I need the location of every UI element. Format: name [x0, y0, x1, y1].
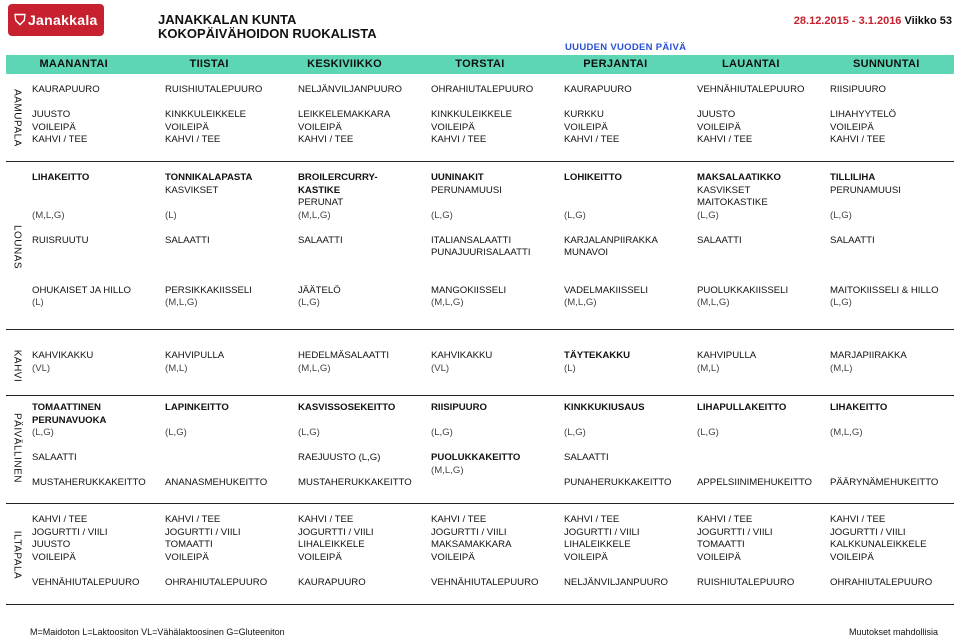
spacer — [830, 465, 954, 478]
spacer — [431, 222, 560, 235]
menu-line: KINKKULEIKKELE — [165, 109, 247, 120]
diet-code: (M,L,G) — [431, 297, 464, 308]
spacer — [298, 222, 427, 235]
dish-title: MAKSALAATIKKO — [697, 172, 782, 183]
menu-line: VEHNÄHIUTALEPUURO — [32, 576, 140, 588]
spacer — [165, 272, 294, 285]
spacer — [165, 452, 294, 465]
menu-line: JOGURTTI / VIILI — [431, 526, 507, 538]
menu-line: VOILEIPÄ — [32, 121, 76, 133]
day-column — [294, 84, 427, 152]
dessert: APPELSIINIMEHUKEITTO — [697, 477, 812, 488]
menu-line: KALKKUNALEIKKELE — [830, 539, 927, 550]
divider — [6, 604, 954, 605]
section-label — [6, 514, 28, 596]
day-column — [28, 172, 161, 322]
spacer — [564, 465, 693, 478]
day-column — [294, 172, 427, 322]
spacer — [298, 247, 427, 260]
menu-line: VOILEIPÄ — [165, 121, 209, 133]
menu-line: KAHVI / TEE — [431, 514, 487, 525]
menu-line: VOILEIPÄ — [564, 551, 608, 563]
spacer — [431, 440, 560, 453]
spacer — [165, 465, 294, 478]
day-column — [693, 402, 826, 494]
spacer — [431, 260, 560, 273]
menu-line: TOMAATTI — [165, 539, 213, 550]
diet-code: (L,G) — [32, 427, 54, 438]
dish-side: KASVIKSET — [165, 184, 219, 196]
day-column — [826, 402, 954, 494]
menu-line: VOILEIPÄ — [165, 551, 209, 563]
day-6: SUNNUNTAI — [852, 58, 920, 70]
menu-line: OHRAHIUTALEPUURO — [830, 576, 933, 588]
spacer — [32, 97, 161, 110]
day-column — [693, 172, 826, 322]
menu-line: LEIKKELEMAKKARA — [298, 109, 391, 120]
dish-title: BROILERCURRY- — [298, 172, 378, 183]
diet-code: (L,G) — [431, 427, 453, 438]
dish-side: PERUNAT — [298, 197, 344, 208]
spacer — [298, 564, 427, 577]
dish-title: LAPINKEITTO — [165, 402, 229, 413]
side-dish: SALAATTI — [830, 234, 875, 246]
day-column — [826, 350, 954, 393]
dessert: PUOLUKKAKIISSELI — [697, 284, 789, 296]
spacer — [697, 452, 826, 465]
spacer — [32, 222, 161, 235]
menu-line: VOILEIPÄ — [564, 121, 608, 133]
menu-line: RUISHIUTALEPUURO — [165, 84, 263, 95]
menu-line: KAHVI / TEE — [32, 134, 88, 145]
section-label — [6, 84, 28, 152]
menu-line: RIISIPUURO — [830, 84, 886, 95]
spacer — [697, 272, 826, 285]
spacer — [830, 452, 954, 465]
spacer — [564, 197, 693, 210]
holiday-note: UUUDEN VUODEN PÄIVÄ — [565, 42, 687, 53]
menu-line: LIHAHYYTELÖ — [830, 109, 897, 120]
day-column — [693, 514, 826, 596]
menu-line: KAHVI / TEE — [830, 134, 886, 145]
day-column — [427, 350, 560, 393]
dish-title: LOHIKEITTO — [564, 172, 622, 183]
menu-line: OHRAHIUTALEPUURO — [431, 84, 534, 95]
menu-line: TOMAATTI — [697, 539, 745, 550]
day-column — [427, 402, 560, 494]
dish-title: UUNINAKIT — [431, 172, 484, 183]
spacer — [431, 415, 560, 428]
spacer — [32, 247, 161, 260]
spacer — [165, 564, 294, 577]
spacer — [830, 222, 954, 235]
spacer — [697, 97, 826, 110]
dish-side: MAITOKASTIKE — [697, 197, 768, 208]
menu-line: KAURAPUURO — [564, 84, 632, 95]
spacer — [298, 260, 427, 273]
menu-line: JOGURTTI / VIILI — [32, 526, 108, 538]
dessert: MANGOKIISSELI — [431, 284, 507, 296]
menu-line: JOGURTTI / VIILI — [830, 526, 906, 538]
day-column — [560, 84, 693, 152]
section-aamupala — [6, 84, 954, 152]
day-column — [560, 402, 693, 494]
spacer — [298, 465, 427, 478]
dish-side: PERUNAMUUSI — [431, 184, 502, 196]
diet-code: (M,L,G) — [32, 209, 65, 221]
menu-line: KURKKU — [564, 109, 604, 120]
menu-line: VOILEIPÄ — [431, 551, 475, 563]
section-kahvi — [6, 338, 954, 393]
day-column — [693, 84, 826, 152]
day-column — [161, 172, 294, 322]
spacer — [830, 564, 954, 577]
day-column — [161, 514, 294, 596]
day-column — [28, 350, 161, 393]
section-label-text: ILTAPALA — [11, 530, 23, 580]
day-0: MAANANTAI — [39, 58, 108, 70]
divider — [6, 329, 954, 330]
date-range-text: 28.12.2015 - 3.1.2016 — [793, 15, 902, 27]
spacer — [298, 440, 427, 453]
menu-line: MAKSAMAKKARA — [431, 539, 512, 550]
dish-title: PERUNAVUOKA — [32, 414, 107, 426]
coffee-item: KAHVIKAKKU — [32, 350, 94, 361]
section-label — [6, 402, 28, 494]
logo-text: Janakkala — [27, 12, 98, 28]
spacer — [697, 564, 826, 577]
day-column — [28, 402, 161, 494]
diet-legend: M=Maidoton L=Laktoositon VL=Vähälaktoosinen G=Gluteeniton — [30, 627, 285, 637]
spacer — [697, 222, 826, 235]
menu-line: KAHVI / TEE — [165, 514, 221, 525]
menu-line: JOGURTTI / VIILI — [564, 526, 640, 538]
side-dish: KARJALANPIIRAKKA — [564, 234, 658, 246]
menu-line: KAHVI / TEE — [32, 514, 88, 525]
section-label-text: PÄIVÄLLINEN — [11, 413, 23, 483]
day-4: PERJANTAI — [583, 58, 648, 70]
dessert: VADELMAKIISSELI — [564, 284, 649, 296]
dessert: OHUKAISET JA HILLO — [32, 284, 131, 296]
section-label-text: KAHVI — [11, 349, 23, 382]
day-3: TORSTAI — [455, 58, 505, 70]
dish-side: PERUNAMUUSI — [830, 184, 901, 196]
day-column — [693, 350, 826, 393]
day-column — [560, 350, 693, 393]
dessert: MUSTAHERUKKAKEITTO — [32, 477, 146, 488]
spacer — [564, 260, 693, 273]
dish-title: TOMAATTINEN — [32, 402, 101, 413]
menu-line: VOILEIPÄ — [697, 121, 741, 133]
diet-code: (M,L,G) — [830, 427, 863, 438]
menu-line: LIHALEIKKELE — [564, 539, 631, 550]
menu-line: KAHVI / TEE — [697, 134, 753, 145]
spacer — [564, 272, 693, 285]
diet-code: (L,G) — [564, 427, 586, 438]
menu-line: KAHVI / TEE — [564, 134, 620, 145]
menu-line: LIHALEIKKELE — [298, 539, 365, 550]
day-column — [826, 172, 954, 322]
day-column — [560, 172, 693, 322]
spacer — [32, 465, 161, 478]
spacer — [830, 197, 954, 210]
section-iltapala — [6, 514, 954, 596]
spacer — [165, 97, 294, 110]
side-dish: ITALIANSALAATTI — [431, 234, 512, 246]
spacer — [697, 260, 826, 273]
side-dish: MUNAVOI — [564, 247, 609, 258]
day-column — [560, 514, 693, 596]
coffee-item: HEDELMÄSALAATTI — [298, 350, 389, 361]
diet-code: (VL) — [32, 362, 51, 374]
menu-line: VOILEIPÄ — [830, 121, 874, 133]
janakkala-logo — [8, 4, 104, 36]
diet-code: (L,G) — [564, 209, 586, 221]
menu-line: VEHNÄHIUTALEPUURO — [697, 84, 805, 95]
spacer — [165, 247, 294, 260]
side-dish: RUISRUUTU — [32, 234, 89, 246]
menu-line: KAURAPUURO — [32, 84, 100, 95]
menu-line: JUUSTO — [32, 539, 71, 550]
date-range — [794, 15, 952, 27]
menu-line: VEHNÄHIUTALEPUURO — [431, 576, 539, 588]
changes-note: Muutokset mahdollisia — [848, 627, 938, 637]
diet-code: (L,G) — [298, 427, 320, 438]
spacer — [32, 260, 161, 273]
dish-title: LIHAKEITTO — [32, 172, 90, 183]
menu-line: NELJÄNVILJANPUURO — [298, 84, 402, 95]
dessert: MUSTAHERUKKAKEITTO — [298, 477, 412, 488]
diet-code: (L,G) — [298, 297, 320, 308]
section-label-text: LOUNAS — [11, 224, 23, 270]
diet-code: (M,L) — [697, 362, 720, 374]
diet-code: (L) — [165, 209, 177, 221]
day-column — [427, 514, 560, 596]
diet-code: (L,G) — [165, 427, 187, 438]
spacer — [564, 564, 693, 577]
dish-title: TONNIKALAPASTA — [165, 172, 253, 183]
spacer — [697, 415, 826, 428]
spacer — [165, 197, 294, 210]
spacer — [564, 415, 693, 428]
day-column — [294, 402, 427, 494]
day-column — [427, 84, 560, 152]
day-2: KESKIVIIKKO — [307, 58, 382, 70]
menu-line: KAHVI / TEE — [165, 134, 221, 145]
spacer — [165, 260, 294, 273]
menu-line: KAHVI / TEE — [298, 134, 354, 145]
menu-line: KAHVI / TEE — [431, 134, 487, 145]
diet-code: (M,L,G) — [298, 362, 331, 374]
menu-line: KAHVI / TEE — [298, 514, 354, 525]
diet-code: (L,G) — [431, 209, 453, 221]
side-dish: SALAATTI — [165, 234, 210, 246]
dessert: ANANASMEHUKEITTO — [165, 477, 268, 488]
day-column — [294, 514, 427, 596]
day-column — [161, 84, 294, 152]
dish-title: TILLILIHA — [830, 172, 876, 183]
spacer — [298, 415, 427, 428]
spacer — [564, 440, 693, 453]
divider — [6, 503, 954, 504]
day-column — [161, 402, 294, 494]
diet-code: (L,G) — [830, 209, 852, 221]
diet-code: (M,L,G) — [165, 297, 198, 308]
spacer — [32, 564, 161, 577]
diet-code: (VL) — [431, 362, 450, 374]
side-dish: SALAATTI — [32, 452, 77, 463]
spacer — [830, 272, 954, 285]
divider — [6, 395, 954, 396]
diet-code: (L) — [32, 297, 44, 308]
spacer — [697, 247, 826, 260]
spacer — [830, 440, 954, 453]
spacer — [830, 415, 954, 428]
section-label — [6, 338, 28, 393]
day-column — [161, 350, 294, 393]
section-paivallinen — [6, 402, 954, 494]
side-dish: RAEJUUSTO (L,G) — [298, 452, 381, 463]
menu-line: JOGURTTI / VIILI — [697, 526, 773, 538]
spacer — [298, 97, 427, 110]
spacer — [564, 97, 693, 110]
spacer — [830, 247, 954, 260]
dish-side: KASVIKSET — [697, 184, 751, 196]
spacer — [830, 97, 954, 110]
dish-title: KASVISSOSEKEITTO — [298, 402, 396, 413]
menu-line: JUUSTO — [697, 109, 736, 120]
menu-line: KINKKULEIKKELE — [431, 109, 513, 120]
crest-icon: ⛉ — [14, 11, 26, 29]
diet-code: (L,G) — [830, 297, 852, 308]
dish-title: KINKKUKIUSAUS — [564, 402, 645, 413]
weekday-header — [6, 55, 954, 74]
coffee-item: KAHVIPULLA — [697, 350, 757, 361]
list-title: KOKOPÄIVÄHOIDON RUOKALISTA — [158, 26, 377, 41]
menu-line: VOILEIPÄ — [697, 551, 741, 563]
dessert: PUNAHERUKKAKEITTO — [564, 477, 672, 488]
coffee-item: KAHVIPULLA — [165, 350, 225, 361]
diet-code: (M,L,G) — [697, 297, 730, 308]
side-dish: SALAATTI — [564, 452, 609, 463]
day-column — [826, 514, 954, 596]
dish-title: RIISIPUURO — [431, 402, 487, 413]
coffee-item: MARJAPIIRAKKA — [830, 350, 907, 361]
day-column — [427, 172, 560, 322]
day-5: LAUANTAI — [721, 58, 780, 70]
spacer — [165, 222, 294, 235]
diet-code: (M,L,G) — [431, 464, 464, 476]
week-number: Viikko 53 — [904, 15, 952, 27]
dish-title: KASTIKE — [298, 184, 341, 196]
menu-line: VOILEIPÄ — [431, 121, 475, 133]
dish-title: LIHAPULLAKEITTO — [697, 402, 787, 413]
menu-line: OHRAHIUTALEPUURO — [165, 576, 268, 588]
diet-code: (L,G) — [697, 427, 719, 438]
spacer — [431, 97, 560, 110]
diet-code: (M,L) — [830, 362, 853, 374]
menu-line: JUUSTO — [32, 109, 71, 120]
spacer — [32, 272, 161, 285]
day-column — [28, 84, 161, 152]
menu-line: JOGURTTI / VIILI — [165, 526, 241, 538]
day-column — [294, 350, 427, 393]
spacer — [32, 185, 161, 198]
menu-line: RUISHIUTALEPUURO — [697, 576, 795, 588]
diet-code: (M,L,G) — [298, 209, 331, 221]
divider — [6, 161, 954, 162]
menu-line: JOGURTTI / VIILI — [298, 526, 374, 538]
menu-line: VOILEIPÄ — [298, 121, 342, 133]
menu-line: VOILEIPÄ — [32, 551, 76, 563]
spacer — [697, 440, 826, 453]
dessert: PERSIKKAKIISSELI — [165, 284, 252, 296]
spacer — [165, 415, 294, 428]
menu-line: KAHVI / TEE — [697, 514, 753, 525]
spacer — [32, 440, 161, 453]
coffee-item: TÄYTEKAKKU — [564, 350, 631, 361]
page-title — [158, 13, 377, 41]
menu-line: VOILEIPÄ — [830, 551, 874, 563]
spacer — [697, 465, 826, 478]
diet-code: (L) — [564, 362, 576, 374]
spacer — [431, 272, 560, 285]
dessert: PÄÄRYNÄMEHUKEITTO — [830, 477, 939, 488]
section-label — [6, 172, 28, 322]
diet-code: (M,L) — [165, 362, 188, 374]
spacer — [564, 185, 693, 198]
menu-line: KAHVI / TEE — [830, 514, 886, 525]
spacer — [564, 222, 693, 235]
dish-title: LIHAKEITTO — [830, 402, 888, 413]
day-column — [826, 84, 954, 152]
spacer — [298, 272, 427, 285]
spacer — [431, 197, 560, 210]
dessert: JÄÄTELÖ — [298, 284, 341, 296]
spacer — [431, 564, 560, 577]
menu-line: VOILEIPÄ — [298, 551, 342, 563]
diet-code: (M,L,G) — [564, 297, 597, 308]
page-header — [0, 0, 960, 56]
dish-title: PUOLUKKAKEITTO — [431, 452, 521, 463]
side-dish: SALAATTI — [298, 234, 343, 246]
section-lounas — [6, 172, 954, 322]
dessert: MAITOKIISSELI & HILLO — [830, 284, 939, 296]
day-1: TIISTAI — [189, 58, 229, 70]
spacer — [32, 197, 161, 210]
day-column — [28, 514, 161, 596]
menu-line: KAHVI / TEE — [564, 514, 620, 525]
coffee-item: KAHVIKAKKU — [431, 350, 493, 361]
menu-line: NELJÄNVILJANPUURO — [564, 576, 668, 588]
section-label-text: AAMUPALA — [11, 89, 23, 147]
diet-code: (L,G) — [697, 209, 719, 221]
org-name: JANAKKALAN KUNTA — [158, 12, 297, 27]
spacer — [830, 260, 954, 273]
side-dish: PUNAJUURISALAATTI — [431, 247, 531, 258]
side-dish: SALAATTI — [697, 234, 742, 246]
menu-line: KAURAPUURO — [298, 576, 366, 588]
spacer — [165, 440, 294, 453]
